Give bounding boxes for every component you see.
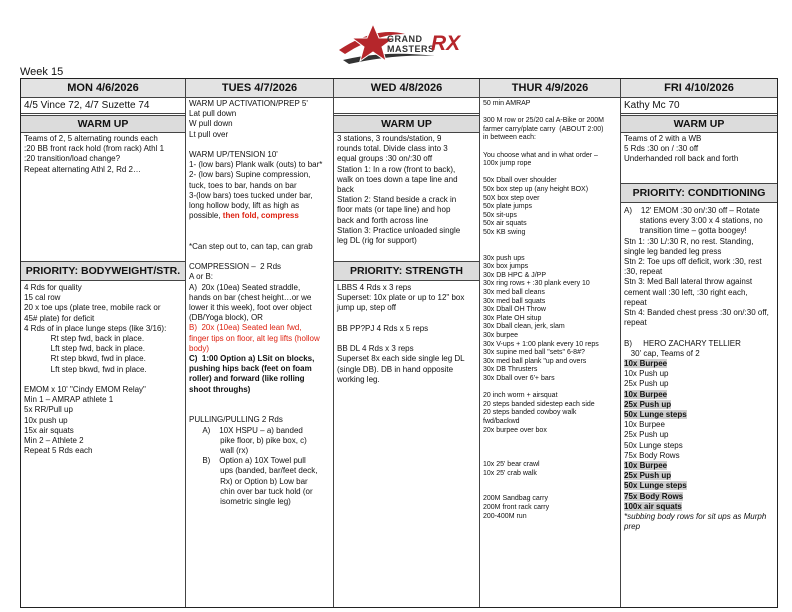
monday-priority-line: 15 cal row — [24, 293, 61, 303]
wednesday-priority-line: Superset: 10x plate or up to 12" box — [337, 293, 465, 303]
thursday-line: 50x sit-ups — [483, 211, 517, 219]
friday-warmup-title: WARM UP — [621, 115, 777, 133]
friday-warmup-body — [624, 134, 775, 165]
monday-warmup-line: :20 transition/load change? — [24, 154, 121, 164]
monday-priority-line: Repeat 5 Rds each — [24, 446, 93, 456]
thursday-line — [483, 487, 618, 496]
thursday-line: 30x box jumps — [483, 263, 529, 271]
thursday-line — [483, 169, 618, 178]
monday-header: MON 4/6/2026 — [21, 79, 185, 98]
thursday-line: fwd/backwd — [483, 417, 520, 425]
friday-hero-item-highlight: 10x Burpee — [624, 389, 668, 399]
friday-hero-item-highlight: 100x air squats — [624, 501, 682, 511]
thursday-line: 50 min AMRAP — [483, 100, 531, 107]
tuesday-line: A or B: — [189, 272, 214, 282]
thursday-line — [483, 246, 618, 255]
friday-priority-line: cement wall :30 left, :30 right each, — [624, 287, 748, 297]
monday-priority-line: Rt step fwd, back in place. — [24, 334, 145, 344]
tuesday-line: A) 10X HSPU – a) banded — [189, 425, 303, 435]
logo-text-grand: GRAND — [387, 34, 423, 44]
tuesday-header: TUES 4/7/2026 — [186, 79, 333, 98]
tuesday-line — [189, 232, 331, 242]
wednesday-priority-line: (single DB). DB in hand opposite — [337, 364, 454, 374]
friday-priority-line: single leg banded leg press — [624, 246, 722, 256]
wednesday-warmup-line: leg DL (rig for support) — [337, 236, 417, 246]
thursday-line: 30x V-ups + 1:00 plank every 10 reps — [483, 340, 599, 348]
friday-hero-item: 25x Push up — [624, 430, 669, 440]
week-label: Week 15 — [20, 66, 64, 78]
thursday-line: 30x Dball over 6'+ bars — [483, 375, 555, 382]
wednesday-warmup-line: equal groups :30 on/:30 off — [337, 154, 433, 164]
friday-hero-item — [624, 390, 775, 400]
thursday-line: 20 steps banded sidestep each side — [483, 400, 595, 408]
friday-header: FRI 4/10/2026 — [621, 79, 777, 98]
friday-hero-item: 75x Body Rows — [624, 450, 680, 460]
wednesday-priority-line: LBBS 4 Rds x 3 reps — [337, 283, 412, 292]
thursday-line: 50x Dball over shoulder — [483, 177, 557, 185]
friday-hero-item-highlight: 25x Push up — [624, 471, 672, 481]
friday-priority-line: transition time – gotta boogey! — [624, 226, 747, 236]
tuesday-line: tuck, toes to bar, hands on bar — [189, 180, 297, 190]
monday-priority-line: 20 x toe ups (plate tree, mobile rack or — [24, 303, 161, 313]
thursday-line: 300 M row or 25/20 cal A-Bike or 200M — [483, 117, 605, 125]
friday-hero-item — [624, 410, 775, 420]
wednesday-priority-line: BB DL 4 Rds x 3 reps — [337, 344, 414, 354]
thursday-line: 20x burpee over box — [483, 426, 547, 434]
thursday-line — [483, 435, 618, 444]
schedule-grid — [20, 78, 778, 608]
tuesday-line: chin over bar tuck hold (or — [189, 486, 313, 496]
friday-priority-title: PRIORITY: CONDITIONING — [621, 183, 777, 203]
wednesday-priority-line — [337, 334, 477, 344]
thursday-line — [483, 143, 618, 152]
friday-priority-line: 30' cap, Teams of 2 — [624, 348, 700, 358]
friday-hero-item — [624, 492, 775, 502]
wednesday-warmup-title: WARM UP — [334, 115, 479, 133]
thursday-line: 50x plate jumps — [483, 203, 533, 211]
friday-hero-item-highlight: 50x Lunge steps — [624, 410, 687, 420]
friday-hero-item — [624, 502, 775, 512]
friday-warmup-line: Teams of 2 with a WB — [624, 134, 702, 143]
thursday-header: THUR 4/9/2026 — [480, 79, 620, 98]
friday-hero-item: 10x Push up — [624, 369, 669, 379]
tuesday-body — [189, 99, 331, 507]
thursday-line: 30x burpee — [483, 332, 519, 340]
thursday-line: 50x air squats — [483, 220, 527, 228]
friday-hero-item — [624, 359, 775, 369]
thursday-line: in between each: — [483, 134, 536, 142]
thursday-line: 50x box step up (any height BOX) — [483, 185, 589, 193]
thursday-line: 200M front rack carry — [483, 503, 550, 511]
tuesday-line: Lt pull over — [189, 129, 229, 139]
wednesday-warmup-line: floor mats (or tape line) and hop — [337, 205, 451, 215]
monday-priority-line: 10x push up — [24, 415, 68, 425]
friday-hero-item-highlight: 10x Burpee — [624, 461, 668, 471]
friday-priority-body — [624, 206, 775, 533]
thursday-line: 30x push ups — [483, 254, 525, 262]
tuesday-bold-line: roller) and forward (like rolling — [189, 374, 305, 384]
tuesday-line-text: possible, — [189, 211, 223, 221]
tuesday-line: (DB/Yoga block), OR — [189, 313, 263, 323]
tuesday-line — [189, 221, 331, 231]
tuesday-red-text: then fold, compress — [222, 211, 299, 221]
friday-hero-item: 50x Lunge steps — [624, 440, 683, 450]
thursday-line: 30x Dball clean, jerk, slam — [483, 323, 565, 331]
friday-hero-item — [624, 471, 775, 481]
thursday-line: 30x supine med ball "sets" 6-8#? — [483, 349, 585, 357]
monday-priority-body — [24, 283, 183, 456]
tuesday-line: WARM UP/TENSION 10' — [189, 150, 278, 160]
tuesday-line — [189, 140, 331, 150]
thursday-line: 30x DB HPC & J/PP — [483, 271, 547, 279]
wednesday-birthdays — [334, 97, 479, 114]
tuesday-line: hands on bar (chest height…or we — [189, 292, 312, 302]
monday-warmup-body — [24, 134, 183, 175]
friday-priority-line: A) 12' EMOM :30 on/:30 off – Rotate — [624, 206, 760, 215]
friday-birthdays: Kathy Mc 70 — [621, 97, 777, 114]
tuesday-line: A) 20x (10ea) Seated straddle, — [189, 282, 301, 292]
tuesday-line: long hollow body, lift as high as — [189, 201, 300, 211]
logo-swoosh-lower — [343, 54, 435, 64]
tuesday-red-line: body) — [189, 343, 210, 353]
tuesday-line: COMPRESSION – 2 Rds — [189, 262, 282, 272]
friday-hero-list — [624, 359, 775, 512]
tuesday-line: PULLING/PULLING 2 Rds — [189, 415, 283, 425]
tuesday-line: isometric single leg) — [189, 496, 291, 506]
friday-priority-line: Stn 4: Banded chest press :30 on/:30 off, — [624, 308, 769, 318]
thursday-line: 30x Plate OH situp — [483, 314, 542, 322]
wednesday-warmup-line: walk on toes down a tape line and — [337, 174, 458, 184]
thursday-line: 30x ring rows + :30 plank every 10 — [483, 280, 590, 288]
tuesday-bold-line: pushing hips back (feet on foam — [189, 364, 312, 374]
friday-priority-line: B) HERO ZACHARY TELLIER — [624, 338, 741, 348]
tuesday-line: ups (banded, bar/feet deck, — [189, 466, 318, 476]
monday-priority-line: Rt step bkwd, fwd in place. — [24, 354, 146, 364]
wednesday-warmup-line: rounds total. Divide class into 3 — [337, 144, 448, 154]
wednesday-warmup-line: 3 stations, 3 rounds/station, 9 — [337, 134, 442, 143]
friday-hero-item: 25x Push up — [624, 379, 669, 389]
monday-priority-line — [24, 375, 183, 385]
thursday-line: 30x Dball OH Throw — [483, 306, 546, 314]
grandmasters-rx-logo — [335, 20, 470, 66]
monday-priority-line: 5x RR/Pull up — [24, 405, 73, 415]
friday-hero-item-highlight: 10x Burpee — [624, 359, 668, 369]
thursday-line: 50X box step over — [483, 194, 540, 202]
monday-priority-line: Lft step bkwd, fwd in place. — [24, 364, 147, 374]
tuesday-line: Rx) or Option b) Low bar — [189, 476, 308, 486]
wednesday-warmup-line: Station 2: Stand beside a crack in — [337, 195, 457, 205]
thursday-column — [479, 79, 620, 607]
friday-priority-line: Stn 2: Toe ups off deficit, work :30, rest — [624, 257, 762, 267]
thursday-line: 30x DB Thrusters — [483, 366, 538, 374]
friday-priority-line: Stn 1: :30 L/:30 R, no rest. Standing, — [624, 236, 754, 246]
wednesday-priority-line: working leg. — [337, 374, 380, 384]
friday-note: *subbing body rows for sit ups as Murph prep — [624, 512, 769, 532]
tuesday-line: pike floor, b) pike box, c) — [189, 435, 307, 445]
tuesday-line — [189, 405, 331, 415]
monday-priority-line: 4 Rds of in place lunge steps (like 3/16): — [24, 323, 167, 333]
tuesday-line — [189, 395, 331, 405]
thursday-line — [483, 478, 618, 487]
friday-priority-line: stations every 3:00 x 4 stations, no — [624, 216, 763, 226]
thursday-line: 100x jump rope — [483, 160, 532, 168]
monday-priority-line: 4 Rds for quality — [24, 283, 82, 292]
monday-priority-line: 45# plate) for deficit — [24, 313, 95, 323]
friday-hero-item — [624, 400, 775, 410]
thursday-line: 200-400M run — [483, 512, 527, 520]
tuesday-red-line: B) 20x (10ea) Seated lean fwd, — [189, 323, 302, 333]
tuesday-line: 3-(low bars) toes tucked under bar, — [189, 190, 313, 200]
tuesday-line: B) Option a) 10X Towel pull — [189, 456, 306, 466]
thursday-line — [483, 109, 618, 118]
tuesday-line: Lat pull down — [189, 109, 237, 119]
thursday-line: 200M Sandbag carry — [483, 495, 548, 503]
wednesday-warmup-body — [337, 134, 477, 246]
wednesday-column — [333, 79, 479, 607]
thursday-line: 30x med ball squats — [483, 297, 546, 305]
monday-warmup-line: Teams of 2, 5 alternating rounds each — [24, 134, 158, 143]
friday-hero-item-highlight: 75x Body Rows — [624, 491, 684, 501]
monday-priority-line: Min 1 – AMRAP athlete 1 — [24, 395, 114, 405]
friday-priority-line: repeat — [624, 297, 647, 307]
monday-warmup-title: WARM UP — [21, 115, 185, 133]
friday-priority-line: repeat — [624, 318, 647, 328]
friday-hero-item — [624, 481, 775, 491]
tuesday-line-mixed — [189, 211, 331, 221]
friday-hero-item: 10x Burpee — [624, 420, 665, 430]
tuesday-red-line: finger tips on floor, alt leg lifts (hollow — [189, 333, 320, 343]
monday-priority-line: Lft step fwd, back in place. — [24, 344, 145, 354]
tuesday-line: 2- (low bars) Supine compression, — [189, 170, 311, 180]
thursday-line — [483, 238, 618, 247]
wednesday-priority-line: BB PP?PJ 4 Rds x 5 reps — [337, 323, 429, 333]
friday-warmup-line: 5 Rds :30 on / :30 off — [624, 144, 699, 154]
wednesday-priority-line — [337, 314, 477, 324]
wednesday-warmup-line: back — [337, 185, 354, 195]
thursday-line: 10x 25' crab walk — [483, 469, 537, 477]
tuesday-column — [185, 79, 333, 607]
thursday-line: 30x med ball cleans — [483, 289, 545, 297]
tuesday-line: W pull down — [189, 119, 233, 129]
tuesday-line: 1- (low bars) Plank walk (outs) to bar* — [189, 160, 323, 170]
tuesday-line: WARM UP ACTIVATION/PREP 5' — [189, 99, 308, 108]
wednesday-header: WED 4/8/2026 — [334, 79, 479, 98]
thursday-line: farmer carry/plate carry (ABOUT 2:00) — [483, 125, 604, 133]
friday-priority-line: :30, repeat — [624, 267, 663, 277]
thursday-body — [483, 100, 618, 521]
tuesday-line: wall (rx) — [189, 445, 249, 455]
thursday-line: You choose what and in what order – — [483, 151, 598, 159]
wednesday-priority-line: jump up, step off — [337, 303, 396, 313]
friday-warmup-line: Underhanded roll back and forth — [624, 154, 739, 164]
friday-priority-line: Stn 3: Med Ball lateral throw against — [624, 277, 753, 287]
wednesday-warmup-line: Station 3: Practice unloaded single — [337, 225, 461, 235]
wednesday-warmup-line: back and forth across line — [337, 215, 429, 225]
logo-text-masters: MASTERS — [387, 44, 435, 54]
thursday-line: 50x KB swing — [483, 228, 526, 236]
thursday-line — [483, 444, 618, 453]
wednesday-priority-line: Superset 8x each side single leg DL — [337, 354, 465, 364]
monday-birthdays: 4/5 Vince 72, 4/7 Suzette 74 — [21, 97, 185, 114]
monday-priority-line: Min 2 – Athlete 2 — [24, 436, 84, 446]
friday-hero-item — [624, 461, 775, 471]
friday-hero-item-highlight: 25x Push up — [624, 399, 672, 409]
friday-priority-line — [624, 328, 775, 338]
monday-column — [21, 79, 185, 607]
monday-priority-line: 15x air squats — [24, 425, 74, 435]
tuesday-line — [189, 252, 331, 262]
friday-column — [620, 79, 777, 607]
thursday-line — [483, 384, 618, 393]
wednesday-priority-title: PRIORITY: STRENGTH — [334, 261, 479, 281]
thursday-line: 20 inch worm + airsquat — [483, 392, 558, 400]
wednesday-priority-body — [337, 283, 477, 385]
wednesday-warmup-line: Station 1: In a row (front to back), — [337, 164, 456, 174]
tuesday-bold-line: C) 1:00 Option a) LSit on blocks, — [189, 354, 315, 364]
monday-warmup-line: :20 BB front rack hold (from rack) Athl 1 — [24, 144, 165, 154]
tuesday-bold-line: shoot throughs) — [189, 384, 251, 394]
thursday-line: 30x med ball plank "up and overs — [483, 357, 587, 365]
thursday-line — [483, 452, 618, 461]
tuesday-line: lower it this week), foot over object — [189, 303, 312, 313]
thursday-line: 10x 25' bear crawl — [483, 460, 540, 468]
monday-priority-title: PRIORITY: BODYWEIGHT/STR. — [21, 261, 185, 281]
monday-priority-line: EMOM x 10' "Cindy EMOM Relay" — [24, 385, 146, 395]
tuesday-line: *Can step out to, can tap, can grab — [189, 241, 313, 251]
thursday-line: 20 steps banded cowboy walk — [483, 409, 577, 417]
friday-hero-item-highlight: 50x Lunge steps — [624, 481, 687, 491]
logo-text-rx: RX — [431, 32, 461, 55]
monday-warmup-line: Repeat alternating Athl 2, Rd 2… — [24, 164, 141, 174]
